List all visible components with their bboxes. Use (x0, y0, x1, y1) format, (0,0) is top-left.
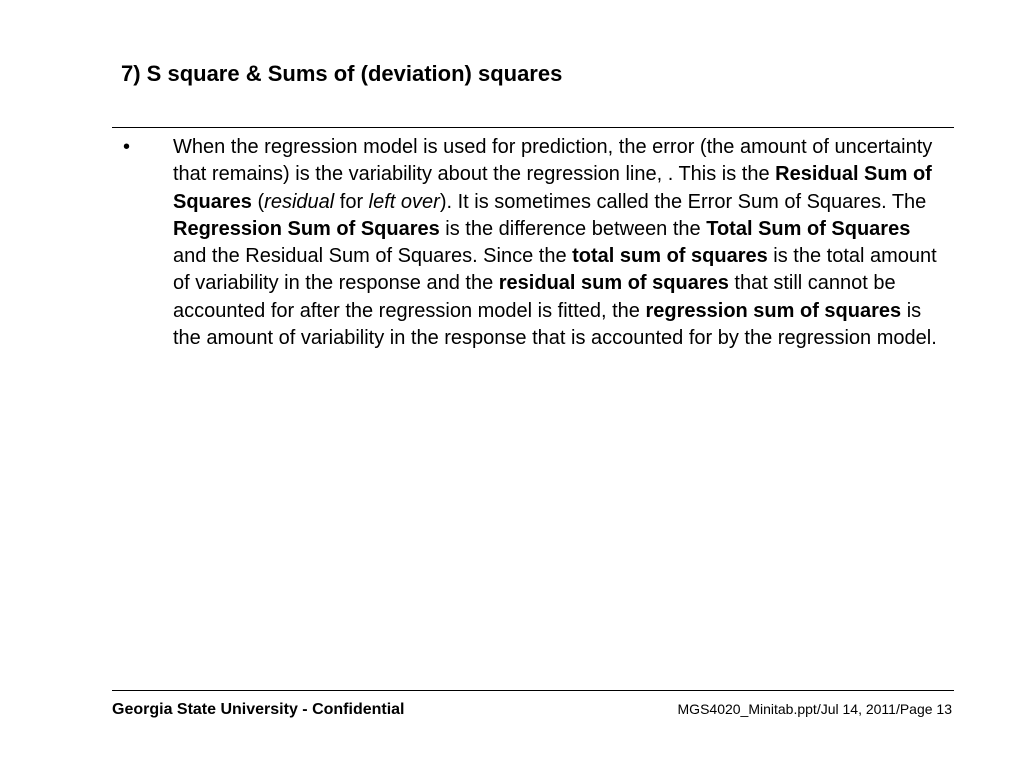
paragraph-segment: for (334, 190, 369, 213)
bullet-paragraph (173, 134, 943, 352)
footer-divider (112, 690, 954, 691)
bullet-marker: • (123, 136, 131, 158)
paragraph-segment: ( (251, 190, 265, 213)
paragraph-segment: ). It is sometimes called the Error Sum of Squares. The (439, 190, 927, 213)
slide-title: 7) S square & Sums of (deviation) squares (121, 61, 563, 86)
title-divider (112, 127, 954, 128)
paragraph-segment: is the amount of variability in the response that is accounted for by the regression model. (173, 299, 937, 350)
term-total-sum-of-squares-lower: total sum of squares (572, 245, 768, 268)
paragraph-segment: is the total amount of variability in the response and the (173, 245, 937, 295)
term-residual-sum-of-squares-lower: residual sum of squares (498, 272, 729, 295)
paragraph-segment: that still cannot be accounted for after the regression model is fitted, the (173, 272, 896, 322)
term-regression-sum-of-squares-lower: regression sum of squares (645, 299, 902, 322)
paragraph-segment: and the Residual Sum of Squares. Since the (173, 245, 573, 268)
term-regression-sum-of-squares: Regression Sum of Squares (173, 217, 440, 240)
term-left-over: left over (368, 190, 440, 213)
term-residual: residual (264, 190, 335, 213)
paragraph-segment: is the difference between the (439, 217, 707, 240)
footer-organization: Georgia State University - Confidential (112, 701, 405, 718)
term-residual-sum-of-squares: Residual Sum of Squares (173, 163, 932, 213)
paragraph-segment: When the regression model is used for prediction, the error (the amount of uncertainty that remains) is the variability about the regression line, . This is the (173, 136, 933, 186)
term-total-sum-of-squares: Total Sum of Squares (706, 217, 911, 240)
footer-page-info: MGS4020_Minitab.ppt/Jul 14, 2011/Page 13 (677, 701, 952, 717)
